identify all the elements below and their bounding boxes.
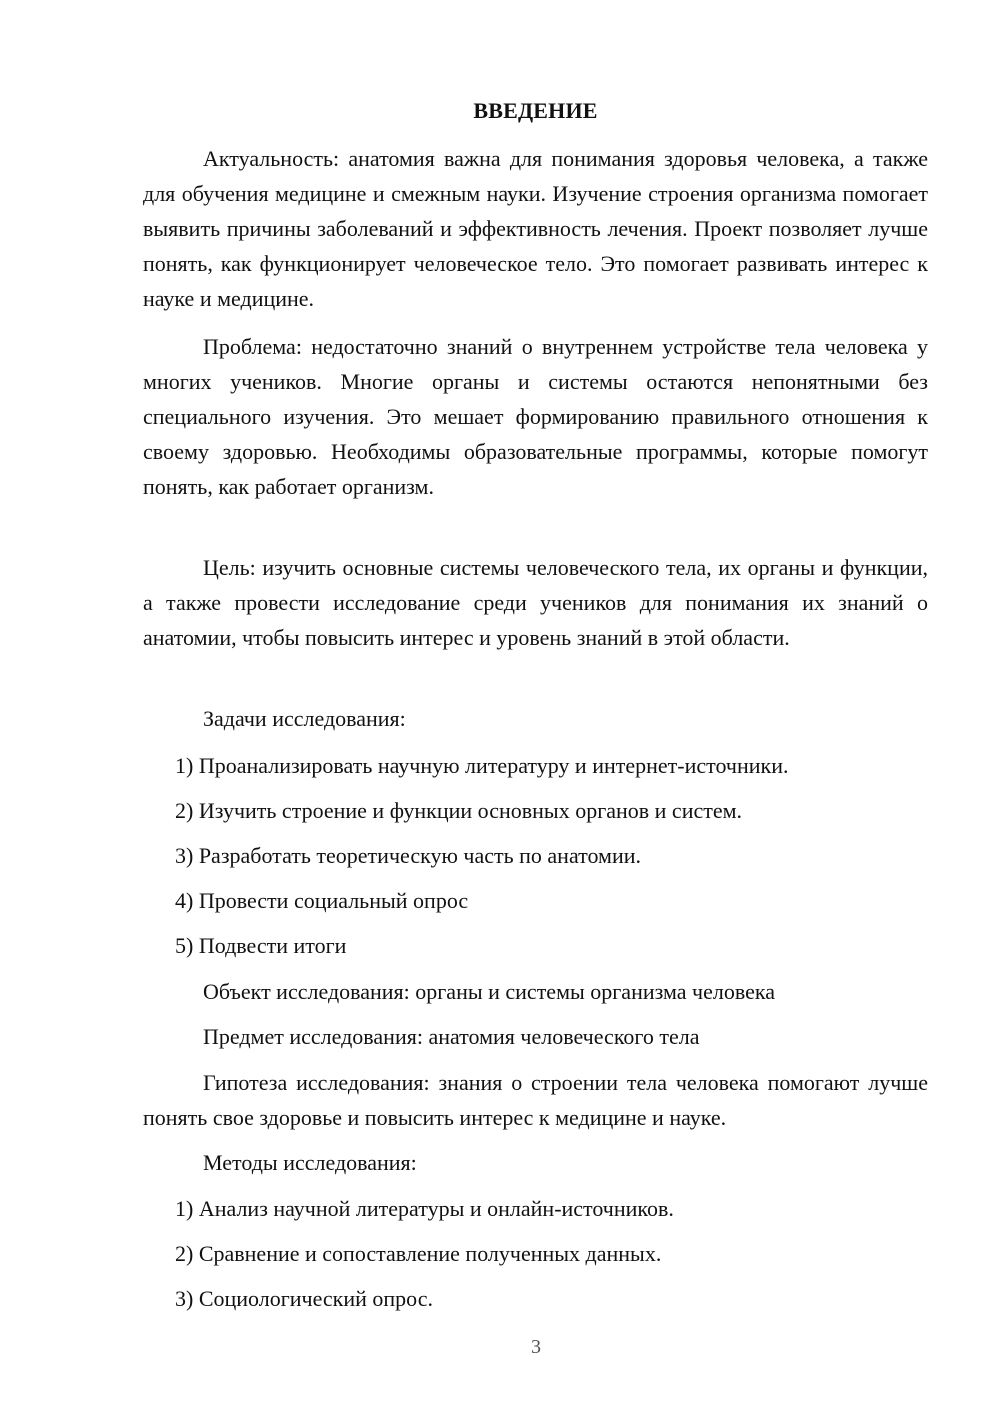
research-object: Объект исследования: органы и системы организма человека — [203, 979, 775, 1004]
method-item: 3) Социологический опрос. — [175, 1286, 433, 1311]
paragraph-relevance: Актуальность: анатомия важна для понимания здоровья человека, а также для обучения медицине и смежным науки. Изучение строения организма помогает выявить причины заболеваний и эффективность лечения. Проект позволяет лучше понять, как функционирует человеческое тело. Это помогает развивать интерес к науке и медицине. — [143, 146, 928, 311]
page-title: ВВЕДЕНИЕ — [473, 98, 598, 123]
page-number: 3 — [531, 1336, 541, 1358]
task-item: 2) Изучить строение и функции основных органов и систем. — [175, 798, 743, 823]
task-item: 1) Проанализировать научную литературу и интернет-источники. — [175, 753, 789, 778]
task-item: 5) Подвести итоги — [175, 933, 347, 958]
paragraph-goal: Цель: изучить основные системы человеческого тела, их органы и функции, а также провести исследование среди учеников для понимания их знаний о анатомии, чтобы повысить интерес и уровень знаний в этой области. — [143, 555, 928, 650]
method-item: 2) Сравнение и сопоставление полученных данных. — [175, 1241, 662, 1266]
tasks-label: Задачи исследования: — [203, 706, 406, 731]
method-item: 1) Анализ научной литературы и онлайн-источников. — [175, 1196, 674, 1221]
research-hypothesis: Гипотеза исследования: знания о строении тела человека помогают лучше понять свое здоровье и повысить интерес к медицине и науке. — [143, 1070, 928, 1130]
research-subject: Предмет исследования: анатомия человеческого тела — [203, 1024, 700, 1049]
task-item: 4) Провести социальный опрос — [175, 888, 469, 913]
methods-label: Методы исследования: — [203, 1150, 417, 1175]
paragraph-problem: Проблема: недостаточно знаний о внутреннем устройстве тела человека у многих учеников. Многие органы и системы остаются непонятными без специального изучения. Это мешает формированию правильного отношения к своему здоровью. Необходимы образовательные программы, которые помогут понять, как работает организм. — [143, 334, 928, 499]
task-item: 3) Разработать теоретическую часть по анатомии. — [175, 843, 642, 868]
